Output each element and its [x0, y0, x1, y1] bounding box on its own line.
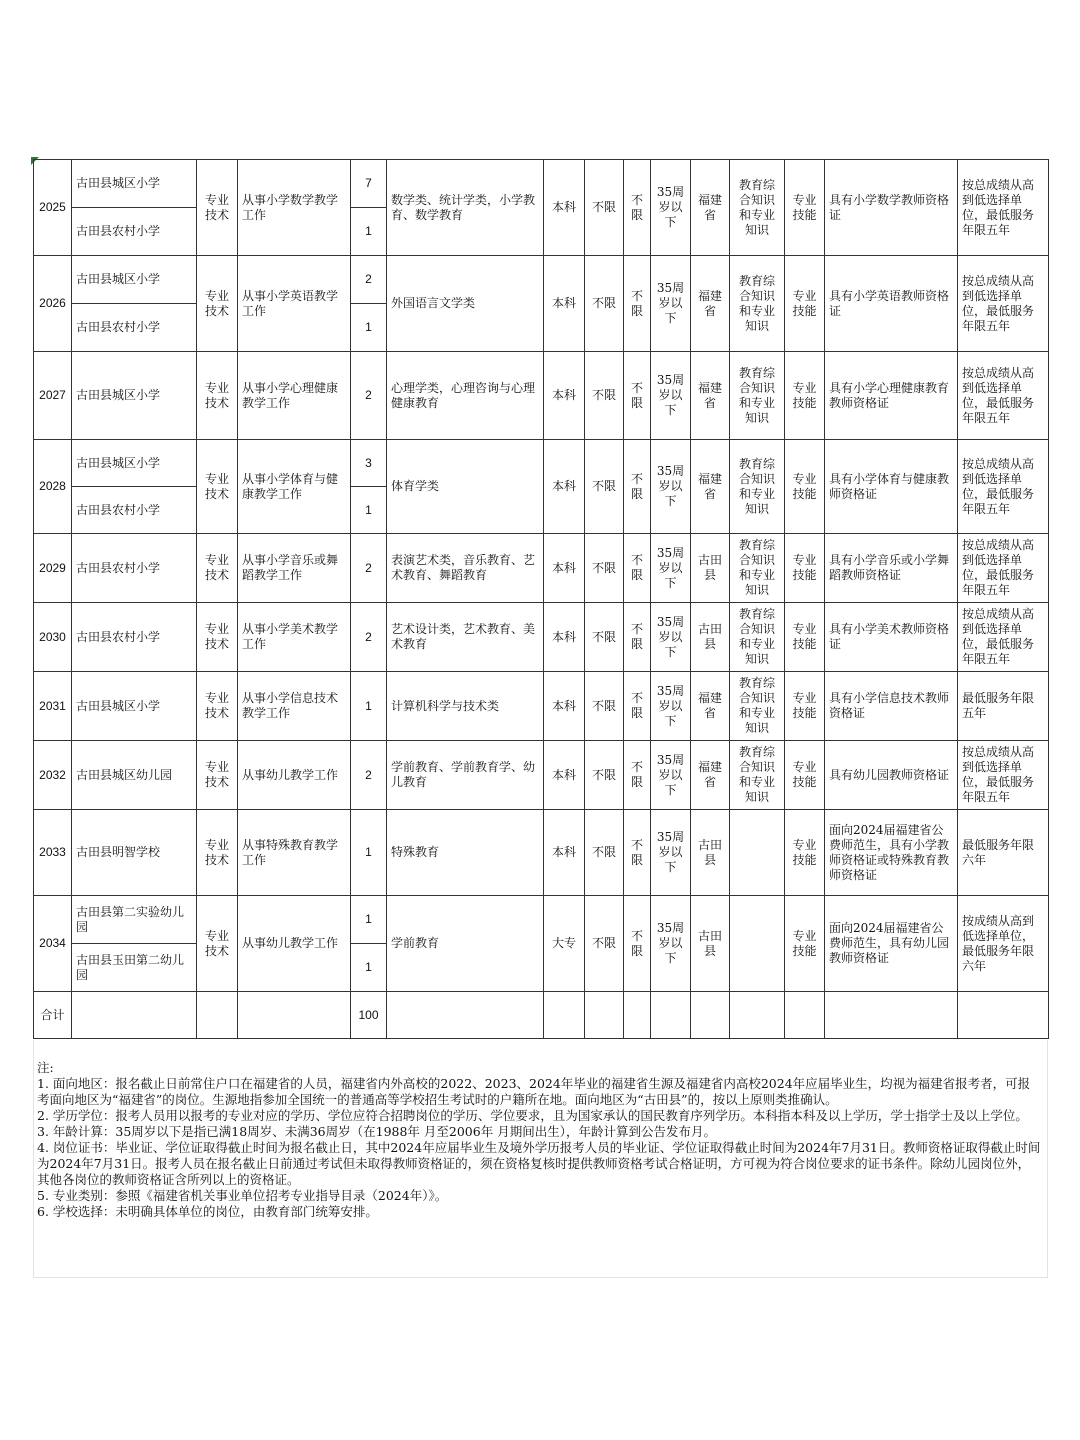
- unit-name: 古田县城区小学: [72, 440, 197, 487]
- major-cell: 表演艺术类，音乐教育、艺术教育、舞蹈教育: [387, 534, 544, 603]
- other-conditions-cell: 具有小学信息技术教师资格证: [825, 672, 958, 741]
- table-row: [34, 672, 1049, 741]
- category-cell: 专业技术: [197, 256, 238, 352]
- table-row: [34, 603, 1049, 672]
- exam-subject-cell: 教育综合知识和专业知识: [730, 603, 785, 672]
- skill-test-cell: 专业技能: [785, 160, 825, 256]
- region-cell: 福建省: [691, 160, 730, 256]
- degree-cell: 不限: [585, 896, 624, 992]
- recruit-count: 2: [351, 352, 387, 440]
- gender-cell: 不限: [624, 741, 651, 810]
- region-cell: 福建省: [691, 352, 730, 440]
- unit-name: 古田县农村小学: [72, 534, 197, 603]
- recruitment-table: [33, 159, 1049, 1039]
- major-cell: 特殊教育: [387, 810, 544, 896]
- table-body: [34, 160, 1049, 1039]
- recruit-count: 1: [351, 944, 387, 992]
- age-cell: 35周岁以下: [651, 741, 691, 810]
- exam-subject-cell: 教育综合知识和专业知识: [730, 256, 785, 352]
- position-code: 2027: [34, 352, 72, 440]
- position-code: 2028: [34, 440, 72, 534]
- recruit-count: 2: [351, 603, 387, 672]
- category-cell: 专业技术: [197, 672, 238, 741]
- remark-cell: 按总成绩从高到低选择单位，最低服务年限五年: [958, 352, 1049, 440]
- table-row: [34, 440, 1049, 487]
- empty-cell: [72, 992, 197, 1039]
- degree-cell: 不限: [585, 603, 624, 672]
- remark-cell: 按总成绩从高到低选择单位，最低服务年限五年: [958, 741, 1049, 810]
- major-cell: 心理学类，心理咨询与心理健康教育: [387, 352, 544, 440]
- major-cell: 体育学类: [387, 440, 544, 534]
- remark-cell: 最低服务年限六年: [958, 810, 1049, 896]
- other-conditions-cell: 具有小学英语教师资格证: [825, 256, 958, 352]
- position-cell: 从事小学信息技术教学工作: [238, 672, 351, 741]
- exam-subject-cell: 教育综合知识和专业知识: [730, 672, 785, 741]
- region-cell: 古田县: [691, 603, 730, 672]
- other-conditions-cell: 具有小学美术教师资格证: [825, 603, 958, 672]
- empty-cell: [238, 992, 351, 1039]
- degree-cell: 不限: [585, 741, 624, 810]
- position-code: 2034: [34, 896, 72, 992]
- major-cell: 艺术设计类，艺术教育、美术教育: [387, 603, 544, 672]
- recruit-count: 2: [351, 256, 387, 304]
- unit-name: 古田县农村小学: [72, 208, 197, 256]
- empty-cell: [730, 992, 785, 1039]
- education-cell: 大专: [544, 896, 585, 992]
- region-cell: 福建省: [691, 440, 730, 534]
- empty-cell: [624, 992, 651, 1039]
- position-cell: 从事小学心理健康教学工作: [238, 352, 351, 440]
- note-item-5: 5. 专业类别：参照《福建省机关事业单位招考专业指导目录（2024年）》。: [37, 1188, 448, 1203]
- category-cell: 专业技术: [197, 440, 238, 534]
- recruit-count: 1: [351, 304, 387, 352]
- category-cell: 专业技术: [197, 741, 238, 810]
- empty-cell: [387, 992, 544, 1039]
- other-conditions-cell: 具有小学音乐或小学舞蹈教师资格证: [825, 534, 958, 603]
- table-row: [34, 534, 1049, 603]
- remark-cell: 按总成绩从高到低选择单位，最低服务年限五年: [958, 603, 1049, 672]
- recruit-count: 1: [351, 896, 387, 944]
- exam-subject-cell: 教育综合知识和专业知识: [730, 352, 785, 440]
- recruit-count: 2: [351, 534, 387, 603]
- remark-cell: 按总成绩从高到低选择单位，最低服务年限五年: [958, 256, 1049, 352]
- degree-cell: 不限: [585, 672, 624, 741]
- other-conditions-cell: 具有幼儿园教师资格证: [825, 741, 958, 810]
- age-cell: 35周岁以下: [651, 440, 691, 534]
- unit-name: 古田县农村小学: [72, 304, 197, 352]
- other-conditions-cell: 具有小学数学教师资格证: [825, 160, 958, 256]
- position-cell: 从事特殊教育教学工作: [238, 810, 351, 896]
- unit-name: 古田县农村小学: [72, 603, 197, 672]
- education-cell: 本科: [544, 160, 585, 256]
- table-row: [34, 160, 1049, 208]
- category-cell: 专业技术: [197, 896, 238, 992]
- region-cell: 古田县: [691, 534, 730, 603]
- notes-title: 注:: [37, 1060, 54, 1075]
- gender-cell: 不限: [624, 256, 651, 352]
- education-cell: 本科: [544, 440, 585, 534]
- age-cell: 35周岁以下: [651, 810, 691, 896]
- exam-subject-cell: 教育综合知识和专业知识: [730, 440, 785, 534]
- gender-cell: 不限: [624, 534, 651, 603]
- gender-cell: 不限: [624, 896, 651, 992]
- recruit-count: 1: [351, 208, 387, 256]
- unit-name: 古田县城区幼儿园: [72, 741, 197, 810]
- position-code: 2025: [34, 160, 72, 256]
- gender-cell: 不限: [624, 352, 651, 440]
- exam-subject-cell: [730, 810, 785, 896]
- position-cell: 从事小学数学教学工作: [238, 160, 351, 256]
- total-row: [34, 992, 1049, 1039]
- skill-test-cell: 专业技能: [785, 896, 825, 992]
- region-cell: 福建省: [691, 741, 730, 810]
- category-cell: 专业技术: [197, 352, 238, 440]
- position-code: 2033: [34, 810, 72, 896]
- region-cell: 福建省: [691, 256, 730, 352]
- skill-test-cell: 专业技能: [785, 672, 825, 741]
- gender-cell: 不限: [624, 672, 651, 741]
- unit-name: 古田县第二实验幼儿园: [72, 896, 197, 944]
- education-cell: 本科: [544, 534, 585, 603]
- major-cell: 外国语言文学类: [387, 256, 544, 352]
- unit-name: 古田县城区小学: [72, 160, 197, 208]
- recruit-count: 2: [351, 741, 387, 810]
- education-cell: 本科: [544, 352, 585, 440]
- notes-section: [33, 1040, 1048, 1278]
- position-cell: 从事小学体育与健康教学工作: [238, 440, 351, 534]
- table-row: [34, 896, 1049, 944]
- empty-cell: [544, 992, 585, 1039]
- position-cell: 从事小学音乐或舞蹈教学工作: [238, 534, 351, 603]
- unit-name: 古田县玉田第二幼儿园: [72, 944, 197, 992]
- category-cell: 专业技术: [197, 603, 238, 672]
- empty-cell: [651, 992, 691, 1039]
- recruit-count: 1: [351, 487, 387, 534]
- recruit-count: 1: [351, 672, 387, 741]
- education-cell: 本科: [544, 603, 585, 672]
- position-code: 2026: [34, 256, 72, 352]
- major-cell: 计算机科学与技术类: [387, 672, 544, 741]
- recruit-count: 3: [351, 440, 387, 487]
- exam-subject-cell: 教育综合知识和专业知识: [730, 534, 785, 603]
- exam-subject-cell: 教育综合知识和专业知识: [730, 160, 785, 256]
- gender-cell: 不限: [624, 603, 651, 672]
- empty-cell: [691, 992, 730, 1039]
- skill-test-cell: 专业技能: [785, 810, 825, 896]
- unit-name: 古田县明智学校: [72, 810, 197, 896]
- total-count: 100: [351, 992, 387, 1039]
- unit-name: 古田县农村小学: [72, 487, 197, 534]
- remark-cell: 按成绩从高到低选择单位，最低服务年限六年: [958, 896, 1049, 992]
- table-row: [34, 741, 1049, 810]
- degree-cell: 不限: [585, 534, 624, 603]
- note-item-1: 1. 面向地区：报名截止日前常住户口在福建省的人员，福建省内外高校的2022、2023、2024年毕业的福建省生源及福建省内高校2024年应届毕业生，均视为福建省报考者，可报考面向地区为“福建省”的岗位。生源地指参加全国统一的普通高等学校招生考试时的户籍所在地。面向地区为“古田县”的，按以上原则类推确认。: [37, 1076, 1031, 1107]
- degree-cell: 不限: [585, 256, 624, 352]
- position-cell: 从事小学英语教学工作: [238, 256, 351, 352]
- other-conditions-cell: 面向2024届福建省公费师范生，具有小学教师资格证或特殊教育教师资格证: [825, 810, 958, 896]
- education-cell: 本科: [544, 672, 585, 741]
- unit-name: 古田县城区小学: [72, 672, 197, 741]
- table-row: [34, 810, 1049, 896]
- region-cell: 福建省: [691, 672, 730, 741]
- position-code: 2030: [34, 603, 72, 672]
- education-cell: 本科: [544, 256, 585, 352]
- region-cell: 古田县: [691, 810, 730, 896]
- empty-cell: [585, 992, 624, 1039]
- exam-subject-cell: [730, 896, 785, 992]
- other-conditions-cell: 面向2024届福建省公费师范生，具有幼儿园教师资格证: [825, 896, 958, 992]
- age-cell: 35周岁以下: [651, 534, 691, 603]
- category-cell: 专业技术: [197, 160, 238, 256]
- gender-cell: 不限: [624, 810, 651, 896]
- skill-test-cell: 专业技能: [785, 256, 825, 352]
- other-conditions-cell: 具有小学心理健康教育教师资格证: [825, 352, 958, 440]
- skill-test-cell: 专业技能: [785, 741, 825, 810]
- skill-test-cell: 专业技能: [785, 352, 825, 440]
- age-cell: 35周岁以下: [651, 672, 691, 741]
- unit-name: 古田县城区小学: [72, 256, 197, 304]
- exam-subject-cell: 教育综合知识和专业知识: [730, 741, 785, 810]
- empty-cell: [958, 992, 1049, 1039]
- empty-cell: [197, 992, 238, 1039]
- skill-test-cell: 专业技能: [785, 534, 825, 603]
- unit-name: 古田县城区小学: [72, 352, 197, 440]
- table-row: [34, 256, 1049, 304]
- degree-cell: 不限: [585, 440, 624, 534]
- recruit-count: 1: [351, 810, 387, 896]
- table-row: [34, 352, 1049, 440]
- gender-cell: 不限: [624, 440, 651, 534]
- skill-test-cell: 专业技能: [785, 603, 825, 672]
- age-cell: 35周岁以下: [651, 160, 691, 256]
- degree-cell: 不限: [585, 810, 624, 896]
- remark-cell: 最低服务年限五年: [958, 672, 1049, 741]
- skill-test-cell: 专业技能: [785, 440, 825, 534]
- remark-cell: 按总成绩从高到低选择单位，最低服务年限五年: [958, 534, 1049, 603]
- category-cell: 专业技术: [197, 534, 238, 603]
- position-cell: 从事小学美术教学工作: [238, 603, 351, 672]
- remark-cell: 按总成绩从高到低选择单位，最低服务年限五年: [958, 160, 1049, 256]
- note-item-2: 2. 学历学位：报考人员用以报考的专业对应的学历、学位应符合招聘岗位的学历、学位要求，且为国家承认的国民教育序列学历。本科指本科及以上学历，学士指学士及以上学位。: [37, 1108, 1028, 1123]
- note-item-6: 6. 学校选择：未明确具体单位的岗位，由教育部门统筹安排。: [37, 1204, 378, 1219]
- position-cell: 从事幼儿教学工作: [238, 896, 351, 992]
- total-label: 合计: [34, 992, 72, 1039]
- gender-cell: 不限: [624, 160, 651, 256]
- age-cell: 35周岁以下: [651, 256, 691, 352]
- other-conditions-cell: 具有小学体育与健康教师资格证: [825, 440, 958, 534]
- age-cell: 35周岁以下: [651, 896, 691, 992]
- major-cell: 数学类、统计学类，小学教育、数学教育: [387, 160, 544, 256]
- empty-cell: [785, 992, 825, 1039]
- age-cell: 35周岁以下: [651, 352, 691, 440]
- age-cell: 35周岁以下: [651, 603, 691, 672]
- position-code: 2029: [34, 534, 72, 603]
- position-code: 2032: [34, 741, 72, 810]
- position-cell: 从事幼儿教学工作: [238, 741, 351, 810]
- degree-cell: 不限: [585, 160, 624, 256]
- note-item-4: 4. 岗位证书：毕业证、学位证取得截止时间为报名截止日，其中2024年应届毕业生及境外学历报考人员的毕业证、学位证取得截止时间为2024年7月31日。教师资格证取得截止时间为2024年7月31日。报考人员在报名截止日前通过考试但未取得教师资格证的，须在资格复核时提供教师资格考试合格证明，方可视为符合岗位要求的证书条件。除幼儿园岗位外，其他各岗位的教师资格证含所列以上的资格证。: [37, 1140, 1041, 1187]
- major-cell: 学前教育: [387, 896, 544, 992]
- education-cell: 本科: [544, 810, 585, 896]
- note-item-3: 3. 年龄计算：35周岁以下是指已满18周岁、未满36周岁（在1988年 月至2006年 月期间出生），年龄计算到公告发布月。: [37, 1124, 716, 1139]
- category-cell: 专业技术: [197, 810, 238, 896]
- education-cell: 本科: [544, 741, 585, 810]
- major-cell: 学前教育、学前教育学、幼儿教育: [387, 741, 544, 810]
- position-code: 2031: [34, 672, 72, 741]
- degree-cell: 不限: [585, 352, 624, 440]
- recruit-count: 7: [351, 160, 387, 208]
- remark-cell: 按总成绩从高到低选择单位，最低服务年限五年: [958, 440, 1049, 534]
- region-cell: 古田县: [691, 896, 730, 992]
- empty-cell: [825, 992, 958, 1039]
